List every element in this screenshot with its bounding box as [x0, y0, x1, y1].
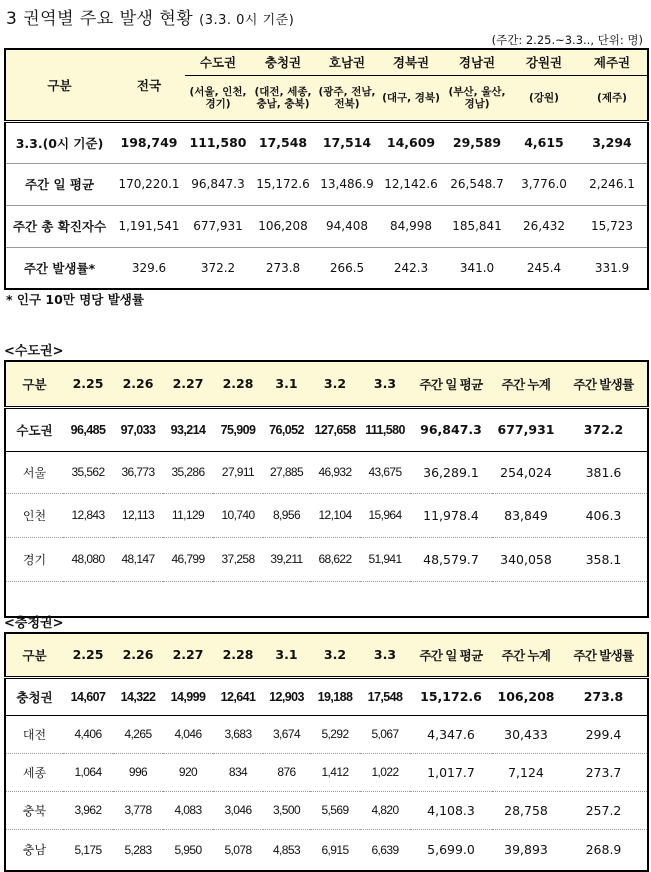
data-cell: 1,191,541 — [113, 205, 185, 247]
header-cell: 3.3 — [360, 361, 410, 407]
data-cell: 48,147 — [113, 537, 163, 581]
data-cell: 13,486.9 — [315, 163, 379, 205]
data-cell: 1,022 — [360, 753, 410, 791]
data-cell: 198,749 — [113, 121, 185, 163]
summary-header-cell: 경남권 — [443, 49, 511, 75]
header-cell: 주간 일 평균 — [410, 633, 492, 677]
data-cell: 106,208 — [492, 677, 560, 715]
header-cell: 구분 — [5, 633, 63, 677]
data-cell: 329.6 — [131, 260, 167, 275]
summary-header-cell: 경북권 — [379, 49, 443, 75]
data-cell: 93,214 — [163, 407, 213, 451]
data-cell: 920 — [163, 753, 213, 791]
data-cell: 254,024 — [492, 451, 560, 493]
summary-header-cell: 수도권 — [185, 49, 251, 75]
data-cell: 266.5 — [329, 260, 365, 275]
data-cell: 372.2 — [200, 260, 236, 275]
data-cell: 35,562 — [63, 451, 113, 493]
data-cell: 406.3 — [560, 493, 648, 537]
row-label: 충청권 — [5, 677, 63, 715]
data-cell: 273.8 — [560, 677, 648, 715]
capital-body — [5, 361, 648, 617]
data-cell: 10,740 — [213, 493, 263, 537]
header-cell: 2.27 — [163, 361, 213, 407]
data-cell: 12,104 — [310, 493, 360, 537]
data-cell: 12,142.6 — [379, 163, 443, 205]
data-cell: 5,569 — [310, 791, 360, 829]
data-cell: 11,129 — [163, 493, 213, 537]
data-cell: 3,500 — [263, 791, 310, 829]
header-cell: 2.28 — [213, 361, 263, 407]
data-cell: 39,211 — [263, 537, 310, 581]
summary-table — [4, 48, 649, 290]
header-cell: 주간 누계 — [492, 361, 560, 407]
data-cell: 299.4 — [560, 715, 648, 753]
data-cell: 97,033 — [113, 407, 163, 451]
row-label: 대전 — [5, 715, 63, 753]
data-cell: 11,978.4 — [410, 493, 492, 537]
data-cell: 4,406 — [63, 715, 113, 753]
header-cell: 구분 — [5, 361, 63, 407]
data-cell: 17,548 — [251, 121, 315, 163]
data-cell: 39,893 — [492, 829, 560, 871]
header-cell: 2.26 — [113, 633, 163, 677]
header-cell: 2.28 — [213, 633, 263, 677]
data-cell: 46,799 — [163, 537, 213, 581]
data-cell: 1,412 — [310, 753, 360, 791]
data-cell: 48,080 — [63, 537, 113, 581]
data-cell: 3,674 — [263, 715, 310, 753]
data-cell: 94,408 — [315, 205, 379, 247]
table-row — [5, 407, 648, 451]
data-cell: 36,289.1 — [410, 451, 492, 493]
data-cell: 5,078 — [213, 829, 263, 871]
header-cell: 2.26 — [113, 361, 163, 407]
summary-row — [5, 163, 648, 205]
data-cell: 372.2 — [560, 407, 648, 451]
data-cell: 19,188 — [310, 677, 360, 715]
row-label: 주간 일 평균 — [5, 163, 113, 205]
summary-header-cell: 충청권 — [251, 49, 315, 75]
header-cell: 3.3 — [360, 633, 410, 677]
table-row — [5, 791, 648, 829]
section-label-capital: <수도권> — [4, 344, 64, 359]
data-cell: 96,847.3 — [410, 407, 492, 451]
data-cell: 15,172.6 — [410, 677, 492, 715]
row-label: 주간 발생률* — [23, 260, 96, 276]
data-cell: 4,265 — [113, 715, 163, 753]
table-row — [5, 715, 648, 753]
row-label: 경기 — [5, 537, 63, 581]
table-row — [5, 451, 648, 493]
row-label: 서울 — [5, 451, 63, 493]
data-cell: 84,998 — [379, 205, 443, 247]
header-cell: 2.25 — [63, 633, 113, 677]
data-cell: 677,931 — [185, 205, 251, 247]
data-cell: 37,258 — [213, 537, 263, 581]
summary-header-cell: 호남권 — [315, 49, 379, 75]
title-sub: (3.3. 0시 기준) — [199, 13, 295, 28]
data-cell: 3,778 — [113, 791, 163, 829]
summary-header-cell: 강원권 — [511, 49, 577, 75]
summary-subheader-cell: (제주) — [577, 75, 648, 121]
table-row — [5, 537, 648, 581]
data-cell: 106,208 — [251, 205, 315, 247]
data-cell: 1,017.7 — [410, 753, 492, 791]
data-cell: 15,964 — [360, 493, 410, 537]
chungcheong-body — [5, 633, 648, 871]
data-cell: 8,956 — [263, 493, 310, 537]
summary-row — [5, 247, 648, 289]
data-cell: 14,322 — [113, 677, 163, 715]
header-cell: 주간 발생률 — [560, 633, 648, 677]
header-cell: 주간 누계 — [492, 633, 560, 677]
data-cell: 26,548.7 — [443, 163, 511, 205]
data-cell: 4,853 — [263, 829, 310, 871]
data-cell: 677,931 — [492, 407, 560, 451]
data-cell: 12,113 — [113, 493, 163, 537]
data-cell: 12,903 — [263, 677, 310, 715]
data-cell: 26,432 — [511, 205, 577, 247]
data-cell: 96,485 — [63, 407, 113, 451]
page-title — [6, 4, 294, 29]
data-cell: 4,083 — [163, 791, 213, 829]
data-cell: 3,294 — [577, 121, 648, 163]
summary-header-cell: 구분 — [5, 49, 113, 121]
data-cell: 273.8 — [265, 260, 301, 275]
summary-subheader-cell: (강원) — [511, 75, 577, 121]
summary-row — [5, 205, 648, 247]
summary-subheader-cell: (부산, 울산, 경남) — [443, 75, 511, 121]
data-cell: 834 — [213, 753, 263, 791]
data-cell: 29,589 — [443, 121, 511, 163]
data-cell: 96,847.3 — [185, 163, 251, 205]
capital-header-row — [5, 361, 648, 407]
row-label: 세종 — [5, 753, 63, 791]
data-cell: 51,941 — [360, 537, 410, 581]
data-cell: 4,820 — [360, 791, 410, 829]
data-cell: 27,885 — [263, 451, 310, 493]
data-cell: 3,776.0 — [511, 163, 577, 205]
data-cell: 48,579.7 — [410, 537, 492, 581]
data-cell: 6,915 — [310, 829, 360, 871]
data-cell: 15,172.6 — [251, 163, 315, 205]
data-cell: 5,283 — [113, 829, 163, 871]
data-cell: 3,962 — [63, 791, 113, 829]
data-cell: 4,108.3 — [410, 791, 492, 829]
data-cell: 35,286 — [163, 451, 213, 493]
data-cell: 75,909 — [213, 407, 263, 451]
summary-header-row — [5, 49, 648, 75]
data-cell: 170,220.1 — [113, 163, 185, 205]
data-cell: 2,246.1 — [577, 163, 648, 205]
data-cell: 5,950 — [163, 829, 213, 871]
chungcheong-header-row — [5, 633, 648, 677]
data-cell: 273.7 — [560, 753, 648, 791]
data-cell: 5,292 — [310, 715, 360, 753]
data-cell: 68,622 — [310, 537, 360, 581]
data-cell: 43,675 — [360, 451, 410, 493]
data-cell: 14,607 — [63, 677, 113, 715]
data-cell: 17,514 — [315, 121, 379, 163]
data-cell: 257.2 — [560, 791, 648, 829]
header-cell: 3.1 — [263, 633, 310, 677]
summary-body — [5, 121, 648, 289]
data-cell: 876 — [263, 753, 310, 791]
header-cell: 2.25 — [63, 361, 113, 407]
data-cell: 3,683 — [213, 715, 263, 753]
data-cell: 5,699.0 — [410, 829, 492, 871]
data-cell: 12,641 — [213, 677, 263, 715]
summary-subheader-cell: (대전, 세종, 충남, 충북) — [251, 75, 315, 121]
data-cell: 46,932 — [310, 451, 360, 493]
footnote: * 인구 10만 명당 발생률 — [6, 292, 144, 307]
data-cell: 14,999 — [163, 677, 213, 715]
data-cell: 27,911 — [213, 451, 263, 493]
data-cell: 127,658 — [310, 407, 360, 451]
data-cell: 268.9 — [560, 829, 648, 871]
data-cell: 340,058 — [492, 537, 560, 581]
data-cell: 36,773 — [113, 451, 163, 493]
chungcheong-table — [4, 632, 649, 872]
data-cell: 341.0 — [459, 260, 495, 275]
empty-row — [5, 581, 648, 617]
summary-row — [5, 121, 648, 163]
header-cell: 3.2 — [310, 633, 360, 677]
data-cell: 185,841 — [443, 205, 511, 247]
row-label: 인천 — [5, 493, 63, 537]
summary-header-cell: 제주권 — [577, 49, 648, 75]
summary-subheader-cell: (광주, 전남, 전북) — [315, 75, 379, 121]
table-row — [5, 829, 648, 871]
data-cell: 17,548 — [360, 677, 410, 715]
header-cell: 주간 일 평균 — [410, 361, 492, 407]
data-cell: 30,433 — [492, 715, 560, 753]
data-cell: 28,758 — [492, 791, 560, 829]
data-cell: 242.3 — [393, 260, 429, 275]
data-cell: 6,639 — [360, 829, 410, 871]
title-text: 3 권역별 주요 발생 현황 — [6, 9, 194, 29]
row-label: 충남 — [5, 829, 63, 871]
data-cell: 14,609 — [379, 121, 443, 163]
data-cell: 76,052 — [263, 407, 310, 451]
header-cell: 3.1 — [263, 361, 310, 407]
row-label: 3.3.(0시 기준) — [5, 121, 113, 163]
summary-header-cell: 전국 — [113, 49, 185, 121]
data-cell: 111,580 — [185, 121, 251, 163]
data-cell: 331.9 — [594, 260, 630, 275]
data-cell: 15,723 — [577, 205, 648, 247]
row-label: 주간 총 확진자수 — [5, 205, 113, 247]
data-cell: 12,843 — [63, 493, 113, 537]
data-cell: 7,124 — [492, 753, 560, 791]
header-cell: 주간 발생률 — [560, 361, 648, 407]
section-label-chungcheong: <충청권> — [4, 616, 64, 631]
data-cell: 4,046 — [163, 715, 213, 753]
capital-table — [4, 360, 649, 618]
data-cell: 111,580 — [360, 407, 410, 451]
empty-cell — [5, 581, 648, 617]
data-cell: 381.6 — [560, 451, 648, 493]
summary-subheader-cell: (서울, 인천, 경기) — [185, 75, 251, 121]
header-cell: 3.2 — [310, 361, 360, 407]
data-cell: 5,175 — [63, 829, 113, 871]
data-cell: 358.1 — [560, 537, 648, 581]
data-cell: 996 — [113, 753, 163, 791]
data-cell: 3,046 — [213, 791, 263, 829]
summary-subheader-cell: (대구, 경북) — [379, 75, 443, 121]
period-note: (주간: 2.25.~3.3.., 단위: 명) — [491, 33, 643, 47]
data-cell: 1,064 — [63, 753, 113, 791]
table-row — [5, 753, 648, 791]
data-cell: 5,067 — [360, 715, 410, 753]
table-row — [5, 677, 648, 715]
data-cell: 245.4 — [526, 260, 562, 275]
data-cell: 4,615 — [511, 121, 577, 163]
row-label: 수도권 — [5, 407, 63, 451]
header-cell: 2.27 — [163, 633, 213, 677]
data-cell: 4,347.6 — [410, 715, 492, 753]
row-label: 충북 — [5, 791, 63, 829]
table-row — [5, 493, 648, 537]
data-cell: 83,849 — [492, 493, 560, 537]
